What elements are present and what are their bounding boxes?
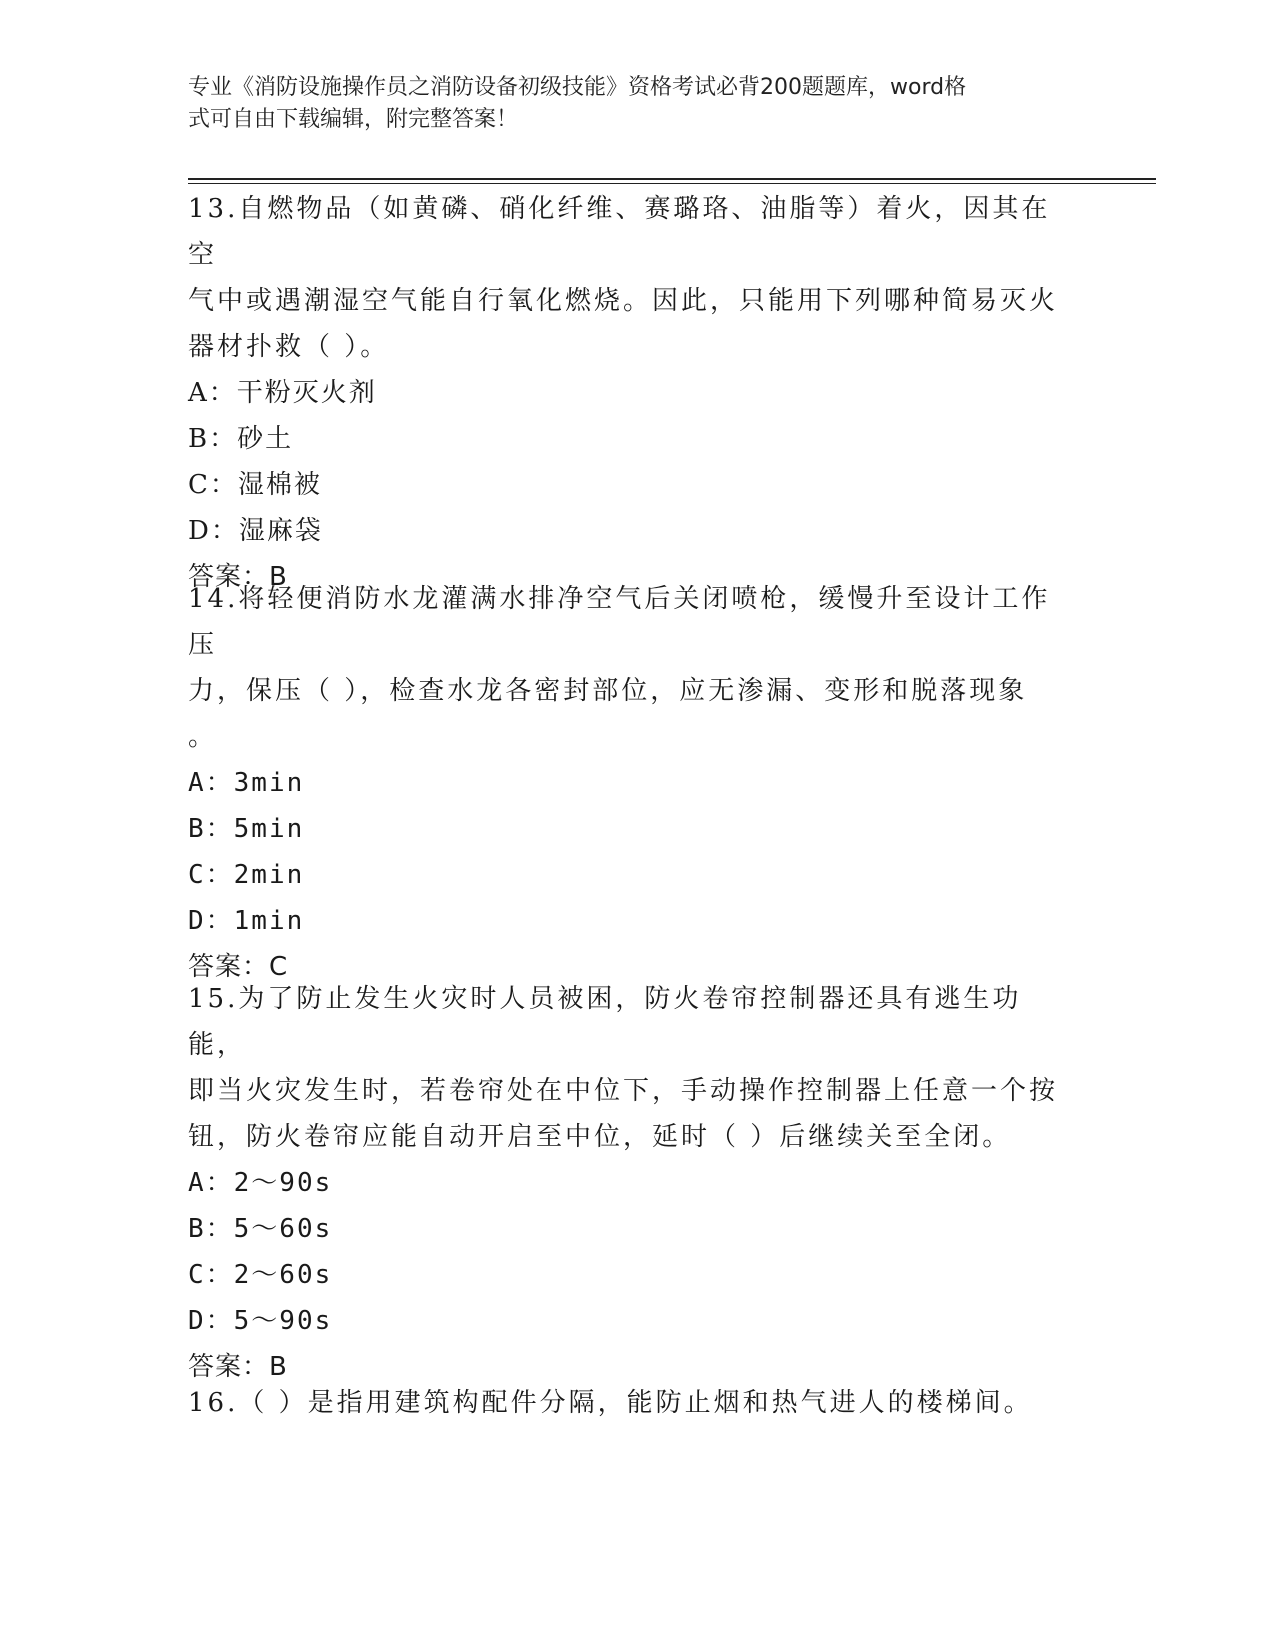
question-13 <box>188 186 1068 600</box>
answer-label: 答案：B <box>188 562 288 592</box>
question-16 <box>188 1380 1068 1426</box>
question-stem-line: 13.自燃物品（如黄磷、硝化纤维、赛璐珞、油脂等）着火，因其在空 <box>188 194 1051 270</box>
option-b: B：5min <box>188 814 305 844</box>
question-stem-line: 14.将轻便消防水龙灌满水排净空气后关闭喷枪，缓慢升至设计工作压 <box>188 584 1051 660</box>
answer-label: 答案：B <box>188 1352 288 1382</box>
question-stem-line: 器材扑救（ ）。 <box>188 332 390 362</box>
option-c: C：2～60s <box>188 1260 333 1290</box>
answer-label: 答案：C <box>188 952 289 982</box>
option-c: C：2min <box>188 860 305 890</box>
header-divider-thin <box>188 183 1156 184</box>
question-stem-line: 即当火灾发生时，若卷帘处在中位下，手动操作控制器上任意一个按 <box>188 1076 1059 1106</box>
option-d: D：湿麻袋 <box>188 516 323 546</box>
option-b: B：砂土 <box>188 424 294 454</box>
document-header <box>188 72 1068 136</box>
question-15 <box>188 976 1068 1390</box>
option-b: B：5～60s <box>188 1214 333 1244</box>
option-a: A：3min <box>188 768 305 798</box>
header-divider-thick <box>188 178 1156 180</box>
question-stem-line: 15.为了防止发生火灾时人员被困，防火卷帘控制器还具有逃生功能， <box>188 984 1022 1060</box>
question-stem-line: 钮，防火卷帘应能自动开启至中位，延时（ ）后继续关至全闭。 <box>188 1122 1012 1152</box>
option-c: C：湿棉被 <box>188 470 322 500</box>
option-d: D：1min <box>188 906 305 936</box>
question-14 <box>188 576 1068 990</box>
option-a: A：2～90s <box>188 1168 333 1198</box>
option-d: D：5～90s <box>188 1306 333 1336</box>
question-stem-line: 力，保压（ ），检查水龙各密封部位，应无渗漏、变形和脱落现象 <box>188 676 1028 706</box>
question-stem-line: 。 <box>188 722 218 752</box>
header-line-2: 式可自由下载编辑，附完整答案！ <box>188 107 519 132</box>
question-stem-line: 气中或遇潮湿空气能自行氧化燃烧。因此，只能用下列哪种简易灭火 <box>188 286 1059 316</box>
option-a: A：干粉灭火剂 <box>188 378 377 408</box>
header-line-1: 专业《消防设施操作员之消防设备初级技能》资格考试必背200题题库，word格 <box>188 75 967 100</box>
question-stem-line: 16.（ ）是指用建筑构配件分隔，能防止烟和热气进人的楼梯间。 <box>188 1388 1033 1418</box>
